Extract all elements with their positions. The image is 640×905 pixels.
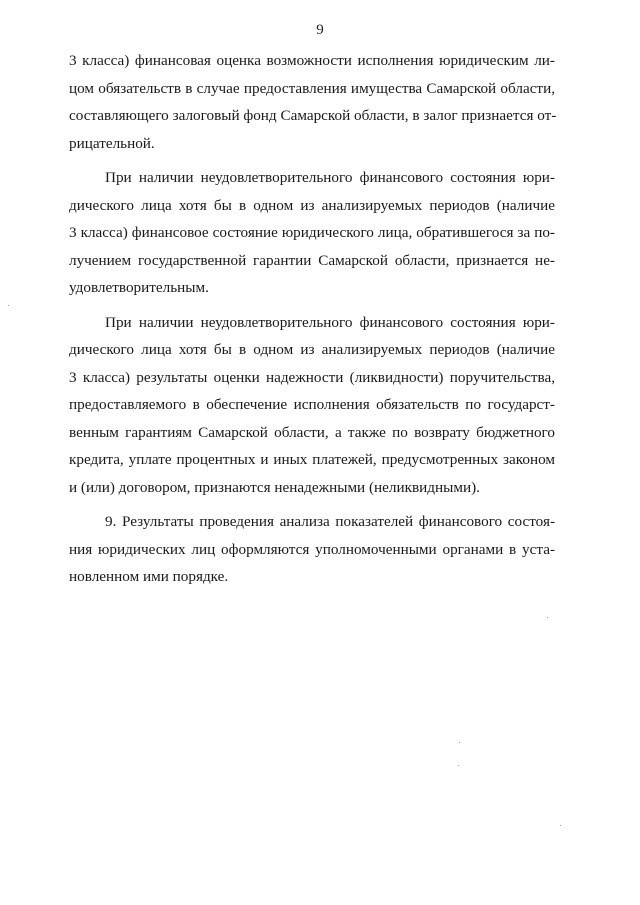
text-line: составляющего залоговый фонд Самарской области, в залог признается от- (69, 107, 557, 124)
paragraph-continuation (69, 47, 555, 157)
scan-speck (560, 825, 561, 826)
text-line: рицательной. (69, 134, 155, 152)
text-line: 3 класса) финансовое состояние юридического лица, обратившегося за по- (69, 224, 555, 241)
paragraph-item-9 (69, 508, 555, 591)
text-line: цом обязательств в случае предоставления имущества Самарской области, (69, 79, 555, 97)
scan-speck (459, 742, 460, 743)
paragraph-guarantee-reliability (69, 309, 555, 502)
text-line: ния юридических лиц оформляются уполномоченными органами в уста- (69, 540, 555, 558)
scan-speck (458, 765, 459, 766)
text-line: предоставляемого в обеспечение исполнения обязательств по государст- (69, 396, 555, 413)
text-line: дического лица хотя бы в одном из анализируемых периодов (наличие (69, 341, 555, 358)
paragraph-financial-state (69, 164, 555, 302)
text-line: 3 класса) финансовая оценка возможности исполнения юридическим ли- (69, 52, 555, 69)
scan-speck (8, 305, 9, 306)
text-line: кредита, уплате процентных и иных платежей, предусмотренных законом (69, 451, 555, 468)
text-line: дического лица хотя бы в одном из анализируемых периодов (наличие (69, 196, 555, 214)
text-line: удовлетворительным. (69, 279, 209, 296)
text-line: венным гарантиям Самарской области, а также по возврату бюджетного (69, 423, 555, 441)
text-line: 3 класса) результаты оценки надежности (ликвидности) поручительства, (69, 368, 555, 386)
document-body (69, 47, 555, 591)
text-line: новленном ими порядке. (69, 568, 229, 585)
scan-speck (547, 617, 548, 618)
text-line: При наличии неудовлетворительного финансового состояния юри- (105, 313, 555, 331)
text-line: лучением государственной гарантии Самарской области, признается не- (69, 251, 555, 269)
text-line: При наличии неудовлетворительного финансового состояния юри- (105, 169, 555, 186)
text-line: 9. Результаты проведения анализа показателей финансового состоя- (105, 513, 555, 530)
page-number: 9 (316, 22, 324, 38)
text-line: и (или) договором, признаются ненадежными (неликвидными). (69, 478, 480, 496)
